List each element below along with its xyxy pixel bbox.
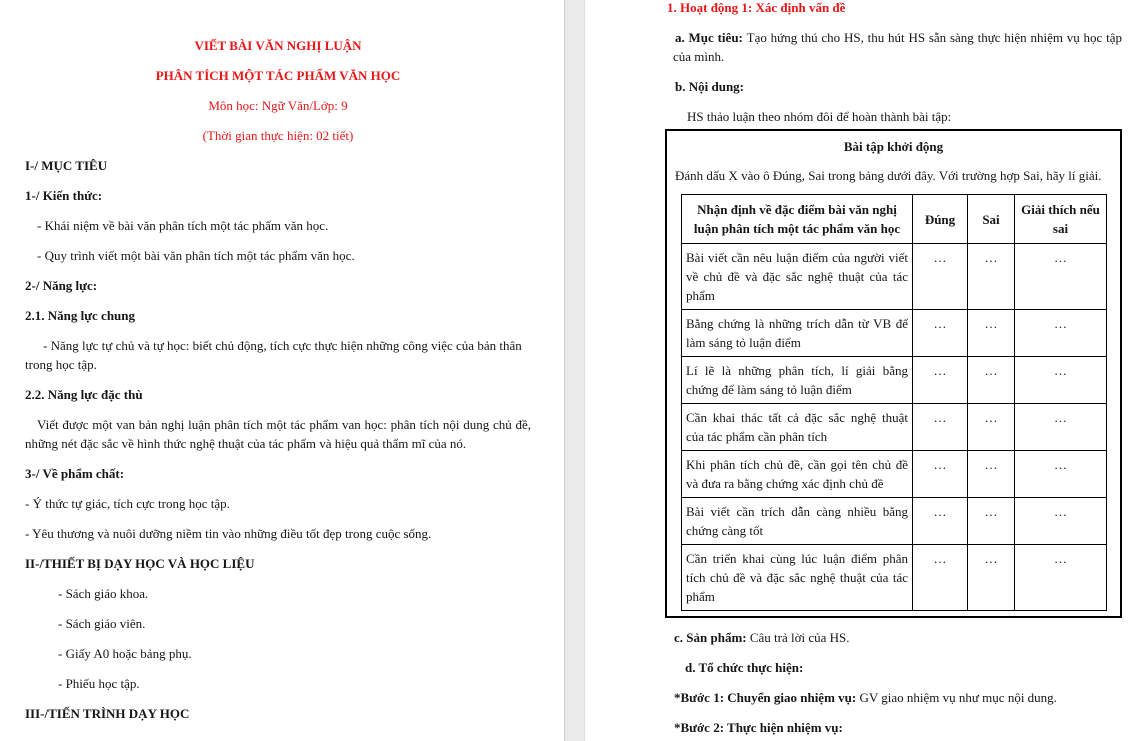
heading-to-chuc: d. Tổ chức thực hiện: xyxy=(685,660,804,675)
col-header-explain: Giải thích nếu sai xyxy=(1015,195,1107,244)
table-row xyxy=(682,545,1107,611)
pham-chat-item-2: - Yêu thương và nuôi dưỡng niềm tin vào những điều tốt đẹp trong cuộc sống. xyxy=(25,526,432,541)
dung-sai-table xyxy=(681,194,1107,611)
sai-answer-cell[interactable]: … xyxy=(968,404,1015,451)
table-row xyxy=(682,451,1107,498)
pham-chat-item-1: - Ý thức tự giác, tích cực trong học tập. xyxy=(25,496,230,511)
col-header-sai: Sai xyxy=(968,195,1015,244)
exercise-title: Bài tập khởi động xyxy=(843,139,944,154)
doc-subject-line: Môn học: Ngữ Văn/Lớp: 9 xyxy=(208,98,348,113)
para-muc-tieu xyxy=(673,28,1122,66)
san-pham-label: c. Sản phẩm: xyxy=(674,630,750,645)
dung-answer-cell[interactable]: … xyxy=(913,451,968,498)
doc-duration-line: (Thời gian thực hiện: 02 tiết) xyxy=(202,128,354,143)
table-row xyxy=(682,498,1107,545)
sai-answer-cell[interactable]: … xyxy=(968,244,1015,310)
table-row xyxy=(682,244,1107,310)
doc-title-line1: VIẾT BÀI VĂN NGHỊ LUẬN xyxy=(194,38,362,53)
statement-cell: Bài viết cần trích dẫn càng nhiều bằng chứng càng tốt xyxy=(682,498,913,545)
kien-thuc-item-2: - Quy trình viết một bài văn phân tích một tác phẩm văn học. xyxy=(37,248,355,263)
page-right[interactable] xyxy=(586,0,1142,741)
dung-answer-cell[interactable]: … xyxy=(913,404,968,451)
page-divider xyxy=(564,0,585,741)
statement-cell: Lí lẽ là những phân tích, lí giải bằng chứng để làm sáng tỏ luận điểm xyxy=(682,357,913,404)
dung-answer-cell[interactable]: … xyxy=(913,310,968,357)
col-header-statement: Nhận định về đặc điểm bài văn nghị luận phân tích một tác phẩm văn học xyxy=(682,195,913,244)
dung-answer-cell[interactable]: … xyxy=(913,498,968,545)
heading-thiet-bi: II-/THIẾT BỊ DẠY HỌC VÀ HỌC LIỆU xyxy=(25,556,255,571)
bai-tap-khoi-dong-box xyxy=(665,129,1122,618)
explain-answer-cell[interactable]: … xyxy=(1015,310,1107,357)
heading-muc-tieu: I-/ MỤC TIÊU xyxy=(25,158,108,173)
noi-dung-intro: HS thảo luận theo nhóm đôi để hoàn thành bài tập: xyxy=(687,109,952,124)
buoc-1-text: GV giao nhiệm vụ như mục nội dung. xyxy=(859,690,1057,705)
statement-cell: Bài viết cần nêu luận điểm của người viết về chủ đề và đặc sắc nghệ thuật của tác phẩm xyxy=(682,244,913,310)
muc-tieu-label: a. Mục tiêu: xyxy=(675,30,747,45)
thiet-bi-item-4: - Phiếu học tập. xyxy=(58,676,140,691)
heading-tien-trinh: III-/TIẾN TRÌNH DẠY HỌC xyxy=(25,706,190,721)
nang-luc-chung-text: - Năng lực tự chủ và tự học: biết chủ động, tích cực thực hiện những công việc của bản thân trong học tập. xyxy=(25,338,522,372)
page-left[interactable] xyxy=(0,0,564,741)
heading-nang-luc-dac-thu: 2.2. Năng lực đặc thù xyxy=(25,387,143,402)
statement-cell: Cần khai thác tất cả đặc sắc nghệ thuật của tác phẩm cần phân tích xyxy=(682,404,913,451)
kien-thuc-item-1: - Khái niệm về bài văn phân tích một tác phẩm văn học. xyxy=(37,218,329,233)
heading-pham-chat: 3-/ Về phẩm chất: xyxy=(25,466,125,481)
sai-answer-cell[interactable]: … xyxy=(968,545,1015,611)
heading-nang-luc: 2-/ Năng lực: xyxy=(25,278,98,293)
para-buoc-1 xyxy=(673,688,1122,707)
thiet-bi-item-3: - Giấy A0 hoặc bảng phụ. xyxy=(58,646,192,661)
explain-answer-cell[interactable]: … xyxy=(1015,357,1107,404)
statement-cell: Bằng chứng là những trích dẫn từ VB để làm sáng tỏ luận điểm xyxy=(682,310,913,357)
thiet-bi-item-1: - Sách giáo khoa. xyxy=(58,586,149,601)
thiet-bi-item-2: - Sách giáo viên. xyxy=(58,616,146,631)
dung-answer-cell[interactable]: … xyxy=(913,244,968,310)
statement-cell: Cần triển khai cùng lúc luận điểm phân tích chủ đề và đặc sắc nghệ thuật của tác phẩm xyxy=(682,545,913,611)
dung-answer-cell[interactable]: … xyxy=(913,357,968,404)
table-row xyxy=(682,310,1107,357)
heading-hoat-dong-1: 1. Hoạt động 1: Xác định vấn đề xyxy=(667,0,846,15)
sai-answer-cell[interactable]: … xyxy=(968,451,1015,498)
doc-title-line2: PHÂN TÍCH MỘT TÁC PHẨM VĂN HỌC xyxy=(155,68,401,83)
exercise-instruction: Đánh dấu X vào ô Đúng, Sai trong bảng dưới đây. Với trường hợp Sai, hãy lí giải. xyxy=(675,168,1102,183)
col-header-dung: Đúng xyxy=(913,195,968,244)
nang-luc-dac-thu-text: Viết được một van bản nghị luận phân tích một tác phẩm van học: phân tích nội dung chủ đề, những nét đặc sắc về hình thức nghệ thuật của tác phẩm và hiệu quả thẩm mĩ của nó. xyxy=(25,417,531,451)
explain-answer-cell[interactable]: … xyxy=(1015,404,1107,451)
table-row xyxy=(682,404,1107,451)
sai-answer-cell[interactable]: … xyxy=(968,357,1015,404)
dung-answer-cell[interactable]: … xyxy=(913,545,968,611)
para-buoc-2: *Bước 2: Thực hiện nhiệm vụ: xyxy=(674,720,843,735)
heading-noi-dung: b. Nội dung: xyxy=(675,79,744,94)
explain-answer-cell[interactable]: … xyxy=(1015,451,1107,498)
explain-answer-cell[interactable]: … xyxy=(1015,244,1107,310)
muc-tieu-text: Tạo hứng thú cho HS, thu hút HS sẵn sàng thực hiện nhiệm vụ học tập của mình. xyxy=(673,30,1122,64)
san-pham-text: Câu trả lời của HS. xyxy=(749,630,850,645)
explain-answer-cell[interactable]: … xyxy=(1015,498,1107,545)
table-header-row xyxy=(682,195,1107,244)
explain-answer-cell[interactable]: … xyxy=(1015,545,1107,611)
buoc-1-label: *Bước 1: Chuyển giao nhiệm vụ: xyxy=(674,690,860,705)
sai-answer-cell[interactable]: … xyxy=(968,498,1015,545)
para-san-pham xyxy=(673,628,1122,647)
heading-kien-thuc: 1-/ Kiến thức: xyxy=(25,188,103,203)
heading-nang-luc-chung: 2.1. Năng lực chung xyxy=(25,308,136,323)
sai-answer-cell[interactable]: … xyxy=(968,310,1015,357)
statement-cell: Khi phân tích chủ đề, cần gọi tên chủ đề và đưa ra bằng chứng xác định chủ đề xyxy=(682,451,913,498)
table-row xyxy=(682,357,1107,404)
